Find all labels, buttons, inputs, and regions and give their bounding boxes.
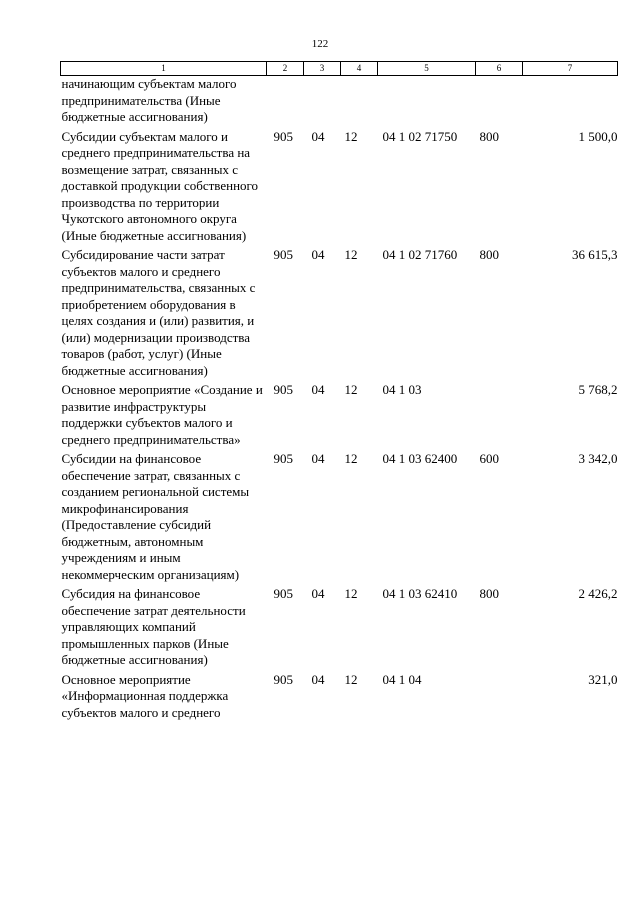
row-vr: 800 bbox=[479, 586, 499, 601]
row-csr: 04 1 03 62400 bbox=[382, 451, 458, 466]
row-vr bbox=[476, 76, 523, 129]
row-pr: 12 bbox=[344, 247, 358, 262]
row-csr bbox=[378, 76, 476, 129]
table-row bbox=[61, 247, 618, 382]
row-pr: 12 bbox=[344, 451, 358, 466]
row-rz: 04 bbox=[311, 382, 325, 397]
row-pr: 12 bbox=[344, 586, 358, 601]
row-name: Субсидия на финансовое обеспечение затрат деятельности управляющих компаний промышленных парков (Иные бюджетные ассигнования) bbox=[61, 586, 246, 667]
row-name: Субсидирование части затрат субъектов малого и среднего предпринимательства, связанных с приобретением оборудования в целях создания и (или) развития, и (или) модернизации производства товаров (работ, услуг) (Иные бюджетные ассигнования) bbox=[61, 247, 256, 378]
budget-table bbox=[60, 61, 618, 721]
row-vr bbox=[476, 672, 523, 722]
table-row bbox=[61, 129, 618, 248]
row-grbs: 905 bbox=[273, 451, 293, 466]
row-name: начинающим субъектам малого предпринимательства (Иные бюджетные ассигнования) bbox=[61, 76, 237, 124]
row-rz: 04 bbox=[311, 586, 325, 601]
row-pr bbox=[341, 76, 378, 129]
row-sum: 2 426,2 bbox=[578, 586, 618, 601]
header-col-2: 2 bbox=[267, 62, 304, 76]
header-col-3: 3 bbox=[304, 62, 341, 76]
row-rz bbox=[304, 76, 341, 129]
header-col-4: 4 bbox=[341, 62, 378, 76]
table-row bbox=[61, 382, 618, 451]
row-name: Субсидии субъектам малого и среднего предпринимательства на возмещение затрат, связанных с доставкой продукции собственного производства по территории Чукотского автономного округа (Иные бюджетные ассигнования) bbox=[61, 128, 259, 243]
row-sum bbox=[523, 76, 618, 129]
row-vr: 800 bbox=[479, 247, 499, 262]
header-col-7: 7 bbox=[523, 62, 618, 76]
header-col-6: 6 bbox=[476, 62, 523, 76]
row-csr: 04 1 02 71760 bbox=[382, 247, 458, 262]
row-vr: 800 bbox=[479, 128, 499, 144]
row-vr: 600 bbox=[479, 451, 499, 466]
row-vr bbox=[476, 382, 523, 451]
row-pr: 12 bbox=[344, 671, 358, 687]
row-pr: 12 bbox=[344, 128, 358, 144]
table-header bbox=[61, 62, 618, 76]
table-row bbox=[61, 451, 618, 586]
row-csr: 04 1 02 71750 bbox=[382, 128, 458, 144]
row-rz: 04 bbox=[311, 451, 325, 466]
page-number: 122 bbox=[311, 38, 329, 50]
row-grbs: 905 bbox=[273, 247, 293, 262]
row-rz: 04 bbox=[311, 128, 325, 144]
row-sum: 36 615,3 bbox=[572, 247, 618, 262]
row-sum: 5 768,2 bbox=[578, 382, 618, 397]
table-row bbox=[61, 76, 618, 129]
row-sum: 321,0 bbox=[588, 671, 618, 687]
row-name: Основное мероприятие «Информационная поддержка субъектов малого и среднего bbox=[61, 671, 229, 720]
row-grbs: 905 bbox=[273, 586, 293, 601]
row-sum: 1 500,0 bbox=[578, 128, 618, 144]
header-col-5: 5 bbox=[378, 62, 476, 76]
row-csr: 04 1 03 62410 bbox=[382, 586, 458, 601]
row-name: Основное мероприятие «Создание и развитие инфраструктуры поддержки субъектов малого и среднего предпринимательства» bbox=[61, 382, 263, 447]
header-col-1: 1 bbox=[61, 62, 267, 76]
row-sum: 3 342,0 bbox=[578, 451, 618, 466]
row-csr: 04 1 03 bbox=[382, 382, 422, 397]
table-row bbox=[61, 586, 618, 672]
row-grbs: 905 bbox=[273, 671, 293, 687]
row-pr: 12 bbox=[344, 382, 358, 397]
row-rz: 04 bbox=[311, 671, 325, 687]
row-rz: 04 bbox=[311, 247, 325, 262]
row-grbs bbox=[267, 76, 304, 129]
row-csr: 04 1 04 bbox=[382, 671, 422, 687]
table-row bbox=[61, 672, 618, 722]
row-grbs: 905 bbox=[273, 128, 293, 144]
header-row bbox=[61, 62, 618, 76]
row-grbs: 905 bbox=[273, 382, 293, 397]
row-name: Субсидии на финансовое обеспечение затрат, связанных с созданием региональной системы микрофинансирования (Предоставление субсидий бюджетным, автономным учреждениям и иным некоммерческим организациям) bbox=[61, 451, 250, 582]
